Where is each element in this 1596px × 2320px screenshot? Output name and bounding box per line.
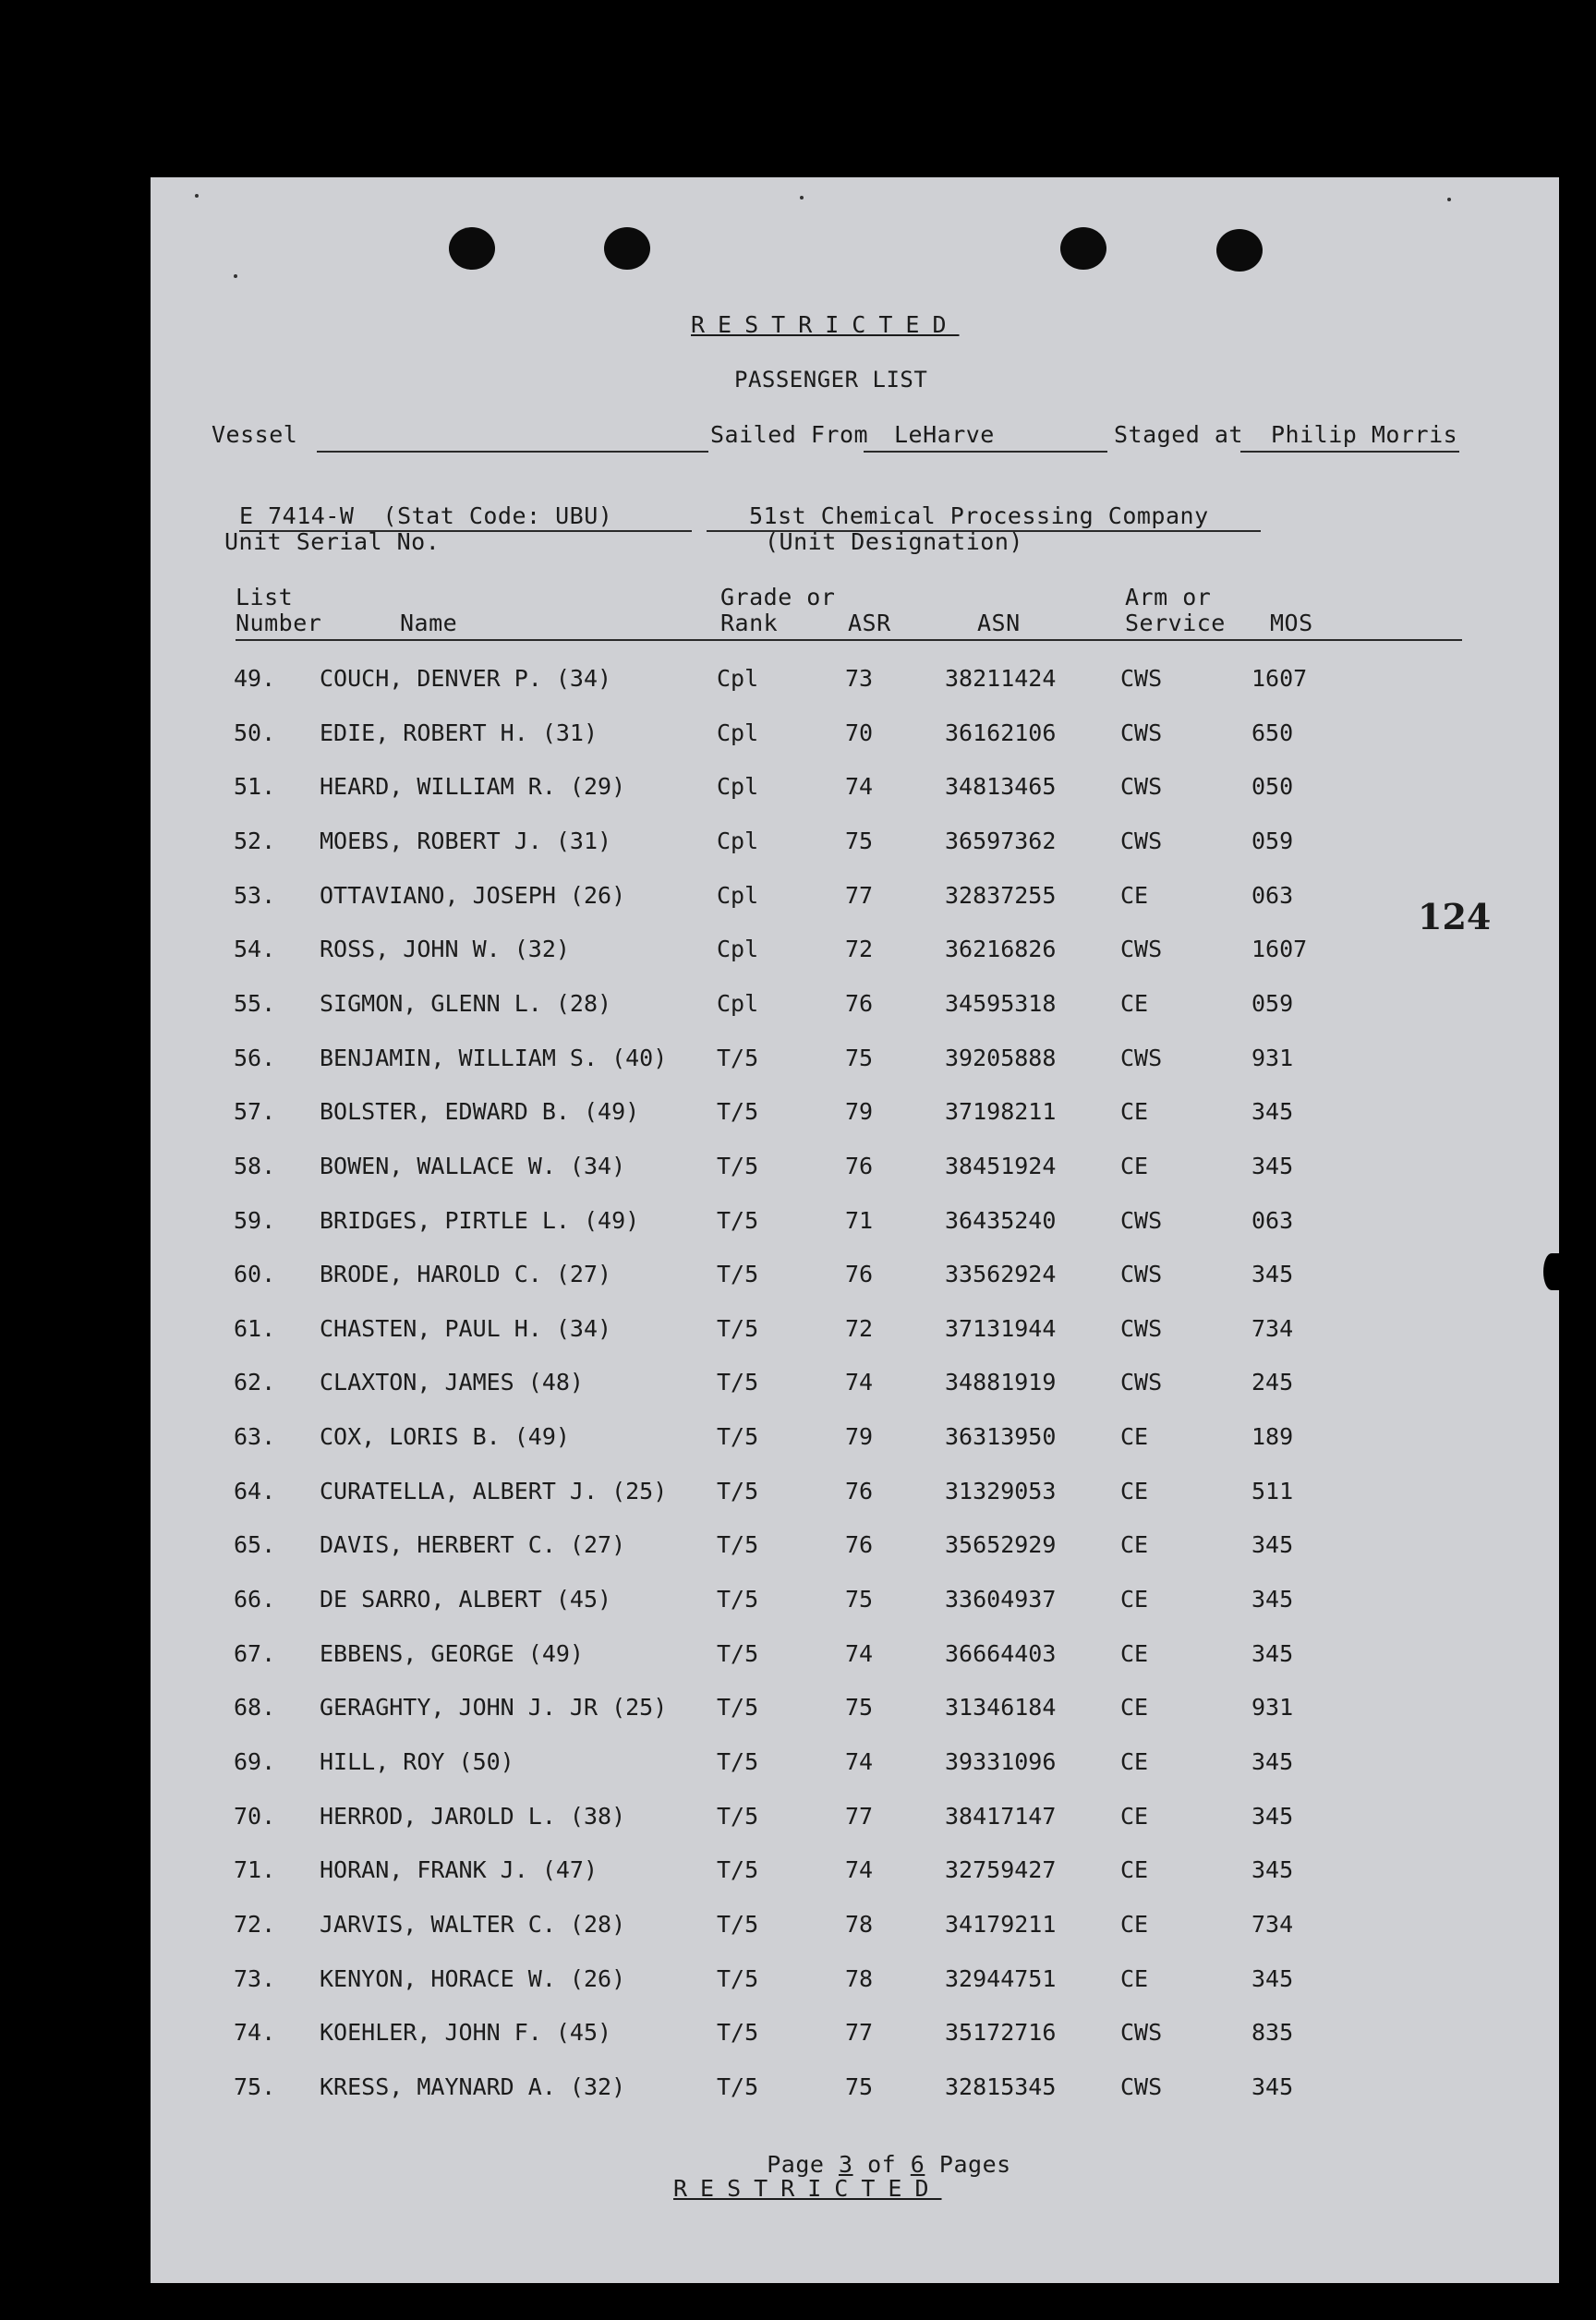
list-number-cell: 52. <box>234 827 276 854</box>
asn-cell: 39331096 <box>945 1748 1057 1775</box>
mos-cell: 345 <box>1251 1261 1294 1288</box>
arm-cell: CWS <box>1120 1261 1163 1288</box>
grade-cell: T/5 <box>717 1748 759 1775</box>
grade-cell: T/5 <box>717 1369 759 1396</box>
asn-cell: 34881919 <box>945 1369 1057 1396</box>
asn-cell: 35172716 <box>945 2019 1057 2047</box>
asr-cell: 75 <box>845 1044 874 1071</box>
list-number-cell: 60. <box>234 1261 276 1288</box>
table-row <box>151 1423 1559 1469</box>
list-number-cell: 54. <box>234 936 276 963</box>
table-row <box>151 719 1559 766</box>
arm-cell: CWS <box>1120 936 1163 963</box>
table-row <box>151 1586 1559 1632</box>
punch-hole <box>449 227 495 270</box>
asr-cell: 74 <box>845 1856 874 1884</box>
arm-cell: CE <box>1120 1856 1149 1884</box>
document-page <box>151 177 1559 2283</box>
asn-cell: 32759427 <box>945 1856 1057 1884</box>
grade-cell: T/5 <box>717 1314 759 1342</box>
name-cell: SIGMON, GLENN L. (28) <box>320 989 612 1017</box>
mos-cell: 650 <box>1251 719 1294 746</box>
col-grade-2: Rank <box>720 610 779 636</box>
grade-cell: T/5 <box>717 1694 759 1722</box>
asn-cell: 36435240 <box>945 1206 1057 1234</box>
list-number-cell: 55. <box>234 989 276 1017</box>
mos-cell: 511 <box>1251 1477 1294 1504</box>
name-cell: BRODE, HAROLD C. (27) <box>320 1261 612 1288</box>
asr-cell: 76 <box>845 1477 874 1504</box>
list-number-cell: 49. <box>234 665 276 692</box>
asn-cell: 34179211 <box>945 1910 1057 1938</box>
grade-cell: T/5 <box>717 1423 759 1451</box>
mos-cell: 931 <box>1251 1044 1294 1071</box>
grade-cell: T/5 <box>717 1856 759 1884</box>
asr-cell: 73 <box>845 665 874 692</box>
grade-cell: T/5 <box>717 1206 759 1234</box>
list-number-cell: 66. <box>234 1586 276 1613</box>
grade-cell: T/5 <box>717 1531 759 1559</box>
unit-serial-value: E 7414-W (Stat Code: UBU) <box>239 502 613 529</box>
arm-cell: CWS <box>1120 2072 1163 2100</box>
name-cell: MOEBS, ROBERT J. (31) <box>320 827 612 854</box>
name-cell: HERROD, JAROLD L. (38) <box>320 1802 626 1830</box>
name-cell: EDIE, ROBERT H. (31) <box>320 719 598 746</box>
mos-cell: 059 <box>1251 989 1294 1017</box>
asn-cell: 32815345 <box>945 2072 1057 2100</box>
table-row <box>151 1045 1559 1091</box>
name-cell: KRESS, MAYNARD A. (32) <box>320 2072 626 2100</box>
table-row <box>151 1315 1559 1361</box>
list-number-cell: 64. <box>234 1477 276 1504</box>
name-cell: HILL, ROY (50) <box>320 1748 514 1775</box>
table-row <box>151 882 1559 928</box>
list-number-cell: 56. <box>234 1044 276 1071</box>
table-row <box>151 1911 1559 1957</box>
name-cell: KENYON, HORACE W. (26) <box>320 1964 626 1992</box>
arm-cell: CE <box>1120 1694 1149 1722</box>
name-cell: COUCH, DENVER P. (34) <box>320 665 612 692</box>
name-cell: BOWEN, WALLACE W. (34) <box>320 1152 626 1179</box>
mos-cell: 189 <box>1251 1423 1294 1451</box>
asr-cell: 76 <box>845 989 874 1017</box>
col-arm-2: Service <box>1125 610 1226 636</box>
asn-cell: 34595318 <box>945 989 1057 1017</box>
list-number-cell: 61. <box>234 1314 276 1342</box>
asn-cell: 32944751 <box>945 1964 1057 1992</box>
grade-cell: T/5 <box>717 2072 759 2100</box>
grade-cell: T/5 <box>717 2019 759 2047</box>
name-cell: BRIDGES, PIRTLE L. (49) <box>320 1206 640 1234</box>
mos-cell: 1607 <box>1251 936 1308 963</box>
staged-at-label: Staged at <box>1114 421 1243 448</box>
asn-cell: 32837255 <box>945 881 1057 909</box>
list-number-cell: 67. <box>234 1639 276 1667</box>
list-number-cell: 58. <box>234 1152 276 1179</box>
col-mos: MOS <box>1270 610 1313 636</box>
grade-cell: T/5 <box>717 1802 759 1830</box>
arm-cell: CE <box>1120 1423 1149 1451</box>
asr-cell: 79 <box>845 1098 874 1126</box>
asr-cell: 77 <box>845 2019 874 2047</box>
classification-top: RESTRICTED <box>691 311 960 338</box>
col-arm-1: Arm or <box>1125 584 1212 610</box>
asn-cell: 36664403 <box>945 1639 1057 1667</box>
name-cell: EBBENS, GEORGE (49) <box>320 1639 584 1667</box>
arm-cell: CWS <box>1120 1044 1163 1071</box>
unit-designation-value: 51st Chemical Processing Company <box>749 502 1209 529</box>
table-row <box>151 2073 1559 2120</box>
mos-cell: 063 <box>1251 1206 1294 1234</box>
grade-cell: Cpl <box>717 773 759 801</box>
asr-cell: 72 <box>845 936 874 963</box>
asr-cell: 76 <box>845 1152 874 1179</box>
page-total: 6 <box>910 2151 925 2178</box>
mos-cell: 345 <box>1251 1586 1294 1613</box>
table-row <box>151 1478 1559 1524</box>
arm-cell: CE <box>1120 1802 1149 1830</box>
arm-cell: CE <box>1120 989 1149 1017</box>
punch-hole <box>1060 227 1106 270</box>
table-row <box>151 1369 1559 1415</box>
name-cell: BENJAMIN, WILLIAM S. (40) <box>320 1044 668 1071</box>
asn-cell: 36162106 <box>945 719 1057 746</box>
list-number-cell: 70. <box>234 1802 276 1830</box>
asn-cell: 39205888 <box>945 1044 1057 1071</box>
staged-at-value: Philip Morris <box>1271 421 1458 448</box>
asn-cell: 36313950 <box>945 1423 1057 1451</box>
table-row <box>151 1261 1559 1307</box>
name-cell: HORAN, FRANK J. (47) <box>320 1856 598 1884</box>
asr-cell: 75 <box>845 1694 874 1722</box>
grade-cell: Cpl <box>717 719 759 746</box>
table-row <box>151 1531 1559 1577</box>
list-number-cell: 59. <box>234 1206 276 1234</box>
asn-cell: 38451924 <box>945 1152 1057 1179</box>
mos-cell: 931 <box>1251 1694 1294 1722</box>
mos-cell: 734 <box>1251 1910 1294 1938</box>
list-number-cell: 51. <box>234 773 276 801</box>
table-row <box>151 1965 1559 2012</box>
grade-cell: T/5 <box>717 1044 759 1071</box>
asn-cell: 37131944 <box>945 1314 1057 1342</box>
table-row <box>151 1803 1559 1849</box>
list-number-cell: 69. <box>234 1748 276 1775</box>
name-cell: KOEHLER, JOHN F. (45) <box>320 2019 612 2047</box>
asr-cell: 77 <box>845 1802 874 1830</box>
mos-cell: 1607 <box>1251 665 1308 692</box>
grade-cell: T/5 <box>717 1152 759 1179</box>
mos-cell: 245 <box>1251 1369 1294 1396</box>
sailed-from-value: LeHarve <box>894 421 995 448</box>
page-current: 3 <box>839 2151 853 2178</box>
name-cell: GERAGHTY, JOHN J. JR (25) <box>320 1694 668 1722</box>
name-cell: DAVIS, HERBERT C. (27) <box>320 1531 626 1559</box>
arm-cell: CE <box>1120 1152 1149 1179</box>
asn-cell: 35652929 <box>945 1531 1057 1559</box>
table-row <box>151 1694 1559 1740</box>
name-cell: OTTAVIANO, JOSEPH (26) <box>320 881 626 909</box>
arm-cell: CWS <box>1120 827 1163 854</box>
grade-cell: Cpl <box>717 936 759 963</box>
table-row <box>151 665 1559 711</box>
punch-hole <box>604 227 650 270</box>
grade-cell: Cpl <box>717 665 759 692</box>
sailed-from-label: Sailed From <box>710 421 869 448</box>
mos-cell: 345 <box>1251 1748 1294 1775</box>
list-number-cell: 57. <box>234 1098 276 1126</box>
page-of: of <box>867 2151 897 2178</box>
asn-cell: 36597362 <box>945 827 1057 854</box>
arm-cell: CWS <box>1120 2019 1163 2047</box>
asr-cell: 78 <box>845 1964 874 1992</box>
asr-cell: 78 <box>845 1910 874 1938</box>
name-cell: ROSS, JOHN W. (32) <box>320 936 570 963</box>
list-number-cell: 68. <box>234 1694 276 1722</box>
arm-cell: CE <box>1120 1531 1149 1559</box>
arm-cell: CWS <box>1120 1314 1163 1342</box>
arm-cell: CE <box>1120 1964 1149 1992</box>
asn-cell: 38417147 <box>945 1802 1057 1830</box>
asn-cell: 31346184 <box>945 1694 1057 1722</box>
list-number-cell: 73. <box>234 1964 276 1992</box>
asr-cell: 74 <box>845 773 874 801</box>
grade-cell: T/5 <box>717 1098 759 1126</box>
mos-cell: 059 <box>1251 827 1294 854</box>
asr-cell: 75 <box>845 1586 874 1613</box>
mos-cell: 050 <box>1251 773 1294 801</box>
list-number-cell: 74. <box>234 2019 276 2047</box>
asn-cell: 34813465 <box>945 773 1057 801</box>
grade-cell: T/5 <box>717 1639 759 1667</box>
name-cell: DE SARRO, ALBERT (45) <box>320 1586 612 1613</box>
page-suffix: Pages <box>938 2151 1011 2178</box>
mos-cell: 345 <box>1251 1098 1294 1126</box>
arm-cell: CE <box>1120 1910 1149 1938</box>
table-row <box>151 1207 1559 1253</box>
col-list-number-1: List <box>236 584 294 610</box>
grade-cell: T/5 <box>717 1964 759 1992</box>
table-row <box>151 1640 1559 1686</box>
grade-cell: T/5 <box>717 1586 759 1613</box>
table-row <box>151 1748 1559 1794</box>
asr-cell: 75 <box>845 827 874 854</box>
list-number-cell: 72. <box>234 1910 276 1938</box>
asr-cell: 76 <box>845 1261 874 1288</box>
table-row <box>151 936 1559 982</box>
asn-cell: 38211424 <box>945 665 1057 692</box>
mos-cell: 734 <box>1251 1314 1294 1342</box>
list-number-cell: 75. <box>234 2072 276 2100</box>
arm-cell: CWS <box>1120 1206 1163 1234</box>
table-row <box>151 773 1559 819</box>
asn-cell: 36216826 <box>945 936 1057 963</box>
grade-cell: Cpl <box>717 881 759 909</box>
list-number-cell: 65. <box>234 1531 276 1559</box>
asr-cell: 74 <box>845 1369 874 1396</box>
asr-cell: 74 <box>845 1639 874 1667</box>
name-cell: COX, LORIS B. (49) <box>320 1423 570 1451</box>
mos-cell: 345 <box>1251 1964 1294 1992</box>
mos-cell: 835 <box>1251 2019 1294 2047</box>
table-row <box>151 1153 1559 1199</box>
mos-cell: 063 <box>1251 881 1294 909</box>
asr-cell: 75 <box>845 2072 874 2100</box>
table-row <box>151 1856 1559 1903</box>
asn-cell: 33604937 <box>945 1586 1057 1613</box>
arm-cell: CWS <box>1120 665 1163 692</box>
grade-cell: T/5 <box>717 1910 759 1938</box>
mos-cell: 345 <box>1251 1856 1294 1884</box>
grade-cell: Cpl <box>717 989 759 1017</box>
asr-cell: 72 <box>845 1314 874 1342</box>
table-row <box>151 2019 1559 2065</box>
asn-cell: 37198211 <box>945 1098 1057 1126</box>
margin-page-number: 124 <box>1418 896 1492 937</box>
asr-cell: 70 <box>845 719 874 746</box>
col-asn: ASN <box>977 610 1021 636</box>
document-title: PASSENGER LIST <box>734 367 928 393</box>
asr-cell: 77 <box>845 881 874 909</box>
name-cell: JARVIS, WALTER C. (28) <box>320 1910 626 1938</box>
mos-cell: 345 <box>1251 1639 1294 1667</box>
name-cell: BOLSTER, EDWARD B. (49) <box>320 1098 640 1126</box>
table-row <box>151 990 1559 1036</box>
list-number-cell: 53. <box>234 881 276 909</box>
col-name: Name <box>400 610 458 636</box>
arm-cell: CWS <box>1120 773 1163 801</box>
arm-cell: CWS <box>1120 1369 1163 1396</box>
col-asr: ASR <box>848 610 891 636</box>
page-prefix: Page <box>767 2151 825 2178</box>
punch-hole <box>1216 229 1263 272</box>
asr-cell: 74 <box>845 1748 874 1775</box>
arm-cell: CE <box>1120 1586 1149 1613</box>
name-cell: CURATELLA, ALBERT J. (25) <box>320 1477 668 1504</box>
name-cell: CLAXTON, JAMES (48) <box>320 1369 584 1396</box>
asr-cell: 79 <box>845 1423 874 1451</box>
arm-cell: CE <box>1120 1098 1149 1126</box>
grade-cell: T/5 <box>717 1261 759 1288</box>
col-list-number-2: Number <box>236 610 322 636</box>
asr-cell: 76 <box>845 1531 874 1559</box>
grade-cell: T/5 <box>717 1477 759 1504</box>
mos-cell: 345 <box>1251 1802 1294 1830</box>
arm-cell: CE <box>1120 1477 1149 1504</box>
name-cell: CHASTEN, PAUL H. (34) <box>320 1314 612 1342</box>
arm-cell: CE <box>1120 1748 1149 1775</box>
unit-designation-label: (Unit Designation) <box>765 528 1023 555</box>
name-cell: HEARD, WILLIAM R. (29) <box>320 773 626 801</box>
list-number-cell: 50. <box>234 719 276 746</box>
asn-cell: 33562924 <box>945 1261 1057 1288</box>
mos-cell: 345 <box>1251 2072 1294 2100</box>
asn-cell: 31329053 <box>945 1477 1057 1504</box>
table-row <box>151 1098 1559 1144</box>
list-number-cell: 62. <box>234 1369 276 1396</box>
table-row <box>151 828 1559 874</box>
vessel-label: Vessel <box>212 421 298 448</box>
list-number-cell: 71. <box>234 1856 276 1884</box>
list-number-cell: 63. <box>234 1423 276 1451</box>
grade-cell: Cpl <box>717 827 759 854</box>
classification-bottom: RESTRICTED <box>673 2175 942 2202</box>
mos-cell: 345 <box>1251 1531 1294 1559</box>
asr-cell: 71 <box>845 1206 874 1234</box>
arm-cell: CWS <box>1120 719 1163 746</box>
col-grade-1: Grade or <box>720 584 836 610</box>
arm-cell: CE <box>1120 881 1149 909</box>
unit-serial-label: Unit Serial No. <box>224 528 441 555</box>
arm-cell: CE <box>1120 1639 1149 1667</box>
mos-cell: 345 <box>1251 1152 1294 1179</box>
